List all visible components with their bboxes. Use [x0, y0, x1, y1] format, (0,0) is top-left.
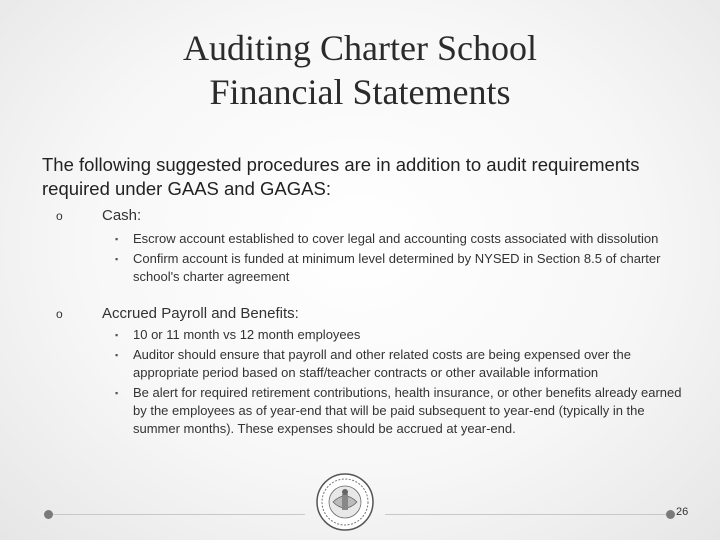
left-dot: [44, 510, 53, 519]
nys-seal-icon: [315, 472, 375, 532]
section-label: Accrued Payroll and Benefits:: [102, 305, 299, 322]
list-item: [115, 346, 685, 382]
section-marker: o: [56, 307, 63, 321]
bullet-text: Be alert for required retirement contributions, health insurance, or other benefits already earned by the employees as of year-end that will be paid subsequent to year-end (typically in the summer months). These expenses should be accrued at year-end.: [133, 385, 682, 436]
bullet-marker: ▪: [115, 388, 119, 398]
title-line-1: Auditing Charter School: [183, 28, 537, 68]
bullet-text: Escrow account established to cover legal and accounting costs associated with dissolution: [133, 231, 659, 246]
footer-line-right: [385, 514, 666, 515]
slide-title: [60, 26, 660, 114]
bullet-marker: ▪: [115, 350, 119, 360]
accrued-payroll-bullets: [115, 326, 685, 440]
list-item: [115, 326, 685, 344]
bullet-text: Confirm account is funded at minimum level determined by NYSED in Section 8.5 of charter school's charter agreement: [133, 251, 661, 284]
cash-bullets: [115, 230, 685, 288]
list-item: [115, 230, 685, 248]
section-marker: o: [56, 209, 63, 223]
footer-line-left: [53, 514, 305, 515]
bullet-text: Auditor should ensure that payroll and other related costs are being expensed over the appropriate period based on staff/teacher contracts or other available information: [133, 347, 631, 380]
bullet-marker: ▪: [115, 330, 119, 340]
bullet-marker: ▪: [115, 234, 119, 244]
bullet-marker: ▪: [115, 254, 119, 264]
intro-text: The following suggested procedures are in addition to audit requirements required under GAAS and GAGAS:: [42, 154, 640, 199]
title-line-2: Financial Statements: [209, 72, 511, 112]
bullet-text: 10 or 11 month vs 12 month employees: [133, 327, 361, 342]
page-number: 26: [676, 506, 689, 518]
right-dot: [666, 510, 675, 519]
list-item: [115, 250, 685, 286]
section-label: Cash:: [102, 207, 142, 224]
list-item: [115, 384, 685, 438]
